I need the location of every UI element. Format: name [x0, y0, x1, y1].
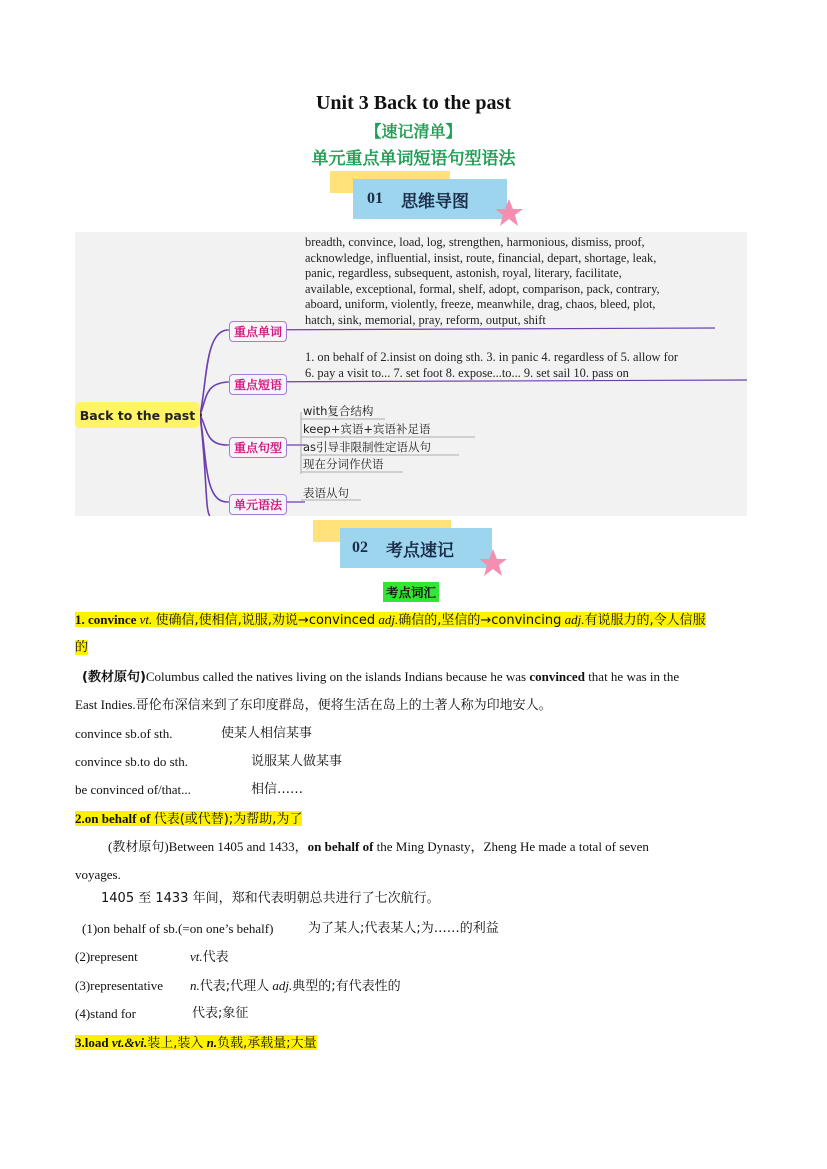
node-key-sentences: 重点句型: [229, 437, 287, 458]
node-unit-grammar: 单元语法: [229, 494, 287, 515]
usage-meaning: 说服某人做某事: [251, 754, 343, 769]
section-banner-mindmap: [353, 179, 507, 219]
section-number: 01: [367, 190, 383, 207]
derivative-meaning: vt.代表: [190, 949, 229, 965]
words-line: breadth, convince, load, log, strengthen, harmonious, dismiss, proof,: [305, 235, 645, 249]
headword: 2.on behalf of: [75, 811, 151, 826]
derivative-meaning: n.代表;代理人 adj.典型的;有代表性的: [190, 978, 401, 994]
mind-map-root: Back to the past: [75, 402, 200, 428]
usage-meaning: 相信……: [251, 782, 304, 797]
page-title: Unit 3 Back to the past: [315, 92, 511, 114]
vocab-tag: 考点词汇: [383, 582, 439, 602]
words-line: acknowledge, influential, insist, route, financial, depart, shortage, leak,: [305, 250, 657, 265]
entry-convince-source: (教材原句)Columbus called the natives living on the islands Indians because he was convinced that he was in the: [82, 669, 680, 685]
key-words-list: [305, 235, 745, 328]
entry-on-behalf-heading: 2.on behalf of 代表(或代替);为帮助,为了: [75, 811, 303, 827]
sentence-item: 现在分词作伏语: [303, 457, 384, 471]
key-phrases-list: [305, 350, 745, 381]
sentence-item: as引导非限制性定语从句: [303, 440, 432, 454]
usage-phrase: be convinced of/that...: [75, 782, 191, 797]
phrases-line: 1. on behalf of 2.insist on doing sth. 3. in panic 4. regardless of 5. allow for: [305, 350, 679, 364]
entry-load-heading: 3.load vt.&vi.装上,装入 n.负载,承载量;大量: [75, 1035, 317, 1051]
headword: 1. convince: [75, 612, 137, 627]
entry-on-behalf-source: (教材原句)Between 1405 and 1433，on behalf of the Ming Dynasty，Zheng He made a total of seven: [108, 839, 649, 854]
words-line: hatch, sink, memorial, pray, reform, output, shift: [305, 312, 546, 327]
subtitle-quick-notes: 【速记清单】: [365, 122, 462, 141]
headword: 3.load: [75, 1035, 109, 1050]
usage-meaning: 使某人相信某事: [221, 726, 313, 741]
node-key-phrases: 重点短语: [229, 374, 287, 395]
section-label: 思维导图: [401, 191, 469, 212]
words-line: panic, regardless, subsequent, astonish, royal, literary, facilitate,: [305, 266, 622, 280]
star-icon: [478, 548, 508, 578]
sentence-item: keep+宾语+宾语补足语: [303, 422, 431, 436]
entry-on-behalf-source-cont: voyages.: [75, 867, 121, 882]
section-number: 02: [352, 539, 368, 556]
derivative-phrase: (1)on behalf of sb.(=on one’s behalf): [82, 921, 274, 936]
section-label: 考点速记: [386, 540, 454, 561]
entry-convince-source-cont: East Indies.哥伦布深信来到了东印度群岛，便将生活在岛上的土著人称为印地安人。: [75, 697, 552, 712]
phrases-line: 6. pay a visit to... 7. set foot 8. expose...to... 9. set sail 10. pass on: [305, 365, 629, 380]
derivative-phrase: (4)stand for: [75, 1006, 137, 1021]
words-line: aboard, uniform, violently, freeze, meanwhile, drag, chaos, bleed, plot,: [305, 297, 656, 311]
derivative-phrase: (3)representative: [75, 978, 164, 993]
derivative-meaning: 为了某人;代表某人;为……的利益: [308, 921, 499, 936]
derivative-phrase: (2)represent: [75, 949, 138, 964]
derivative-meaning: 代表;象征: [192, 1006, 249, 1021]
section-banner-exam-points: [340, 528, 492, 568]
subtitle-unit-summary: 单元重点单词短语句型语法: [311, 149, 516, 169]
grammar-item: 表语从句: [303, 486, 349, 500]
sentence-item: with复合结构: [303, 404, 374, 418]
usage-phrase: convince sb.of sth.: [75, 726, 173, 741]
entry-convince-heading: 1. convince vt. 使确信,使相信,说服,劝说→convinced adj.确信的,坚信的→convincing adj.有说服力的,令人信服: [75, 612, 706, 628]
words-line: available, exceptional, formal, shelf, adopt, comparison, pack, contrary,: [305, 281, 660, 296]
entry-convince-heading-cont: 的: [75, 640, 89, 655]
usage-phrase: convince sb.to do sth.: [75, 754, 189, 769]
star-icon: [494, 198, 524, 228]
node-key-words: 重点单词: [229, 321, 287, 342]
entry-on-behalf-translation: 1405 至 1433 年间，郑和代表明朝总共进行了七次航行。: [101, 891, 440, 906]
